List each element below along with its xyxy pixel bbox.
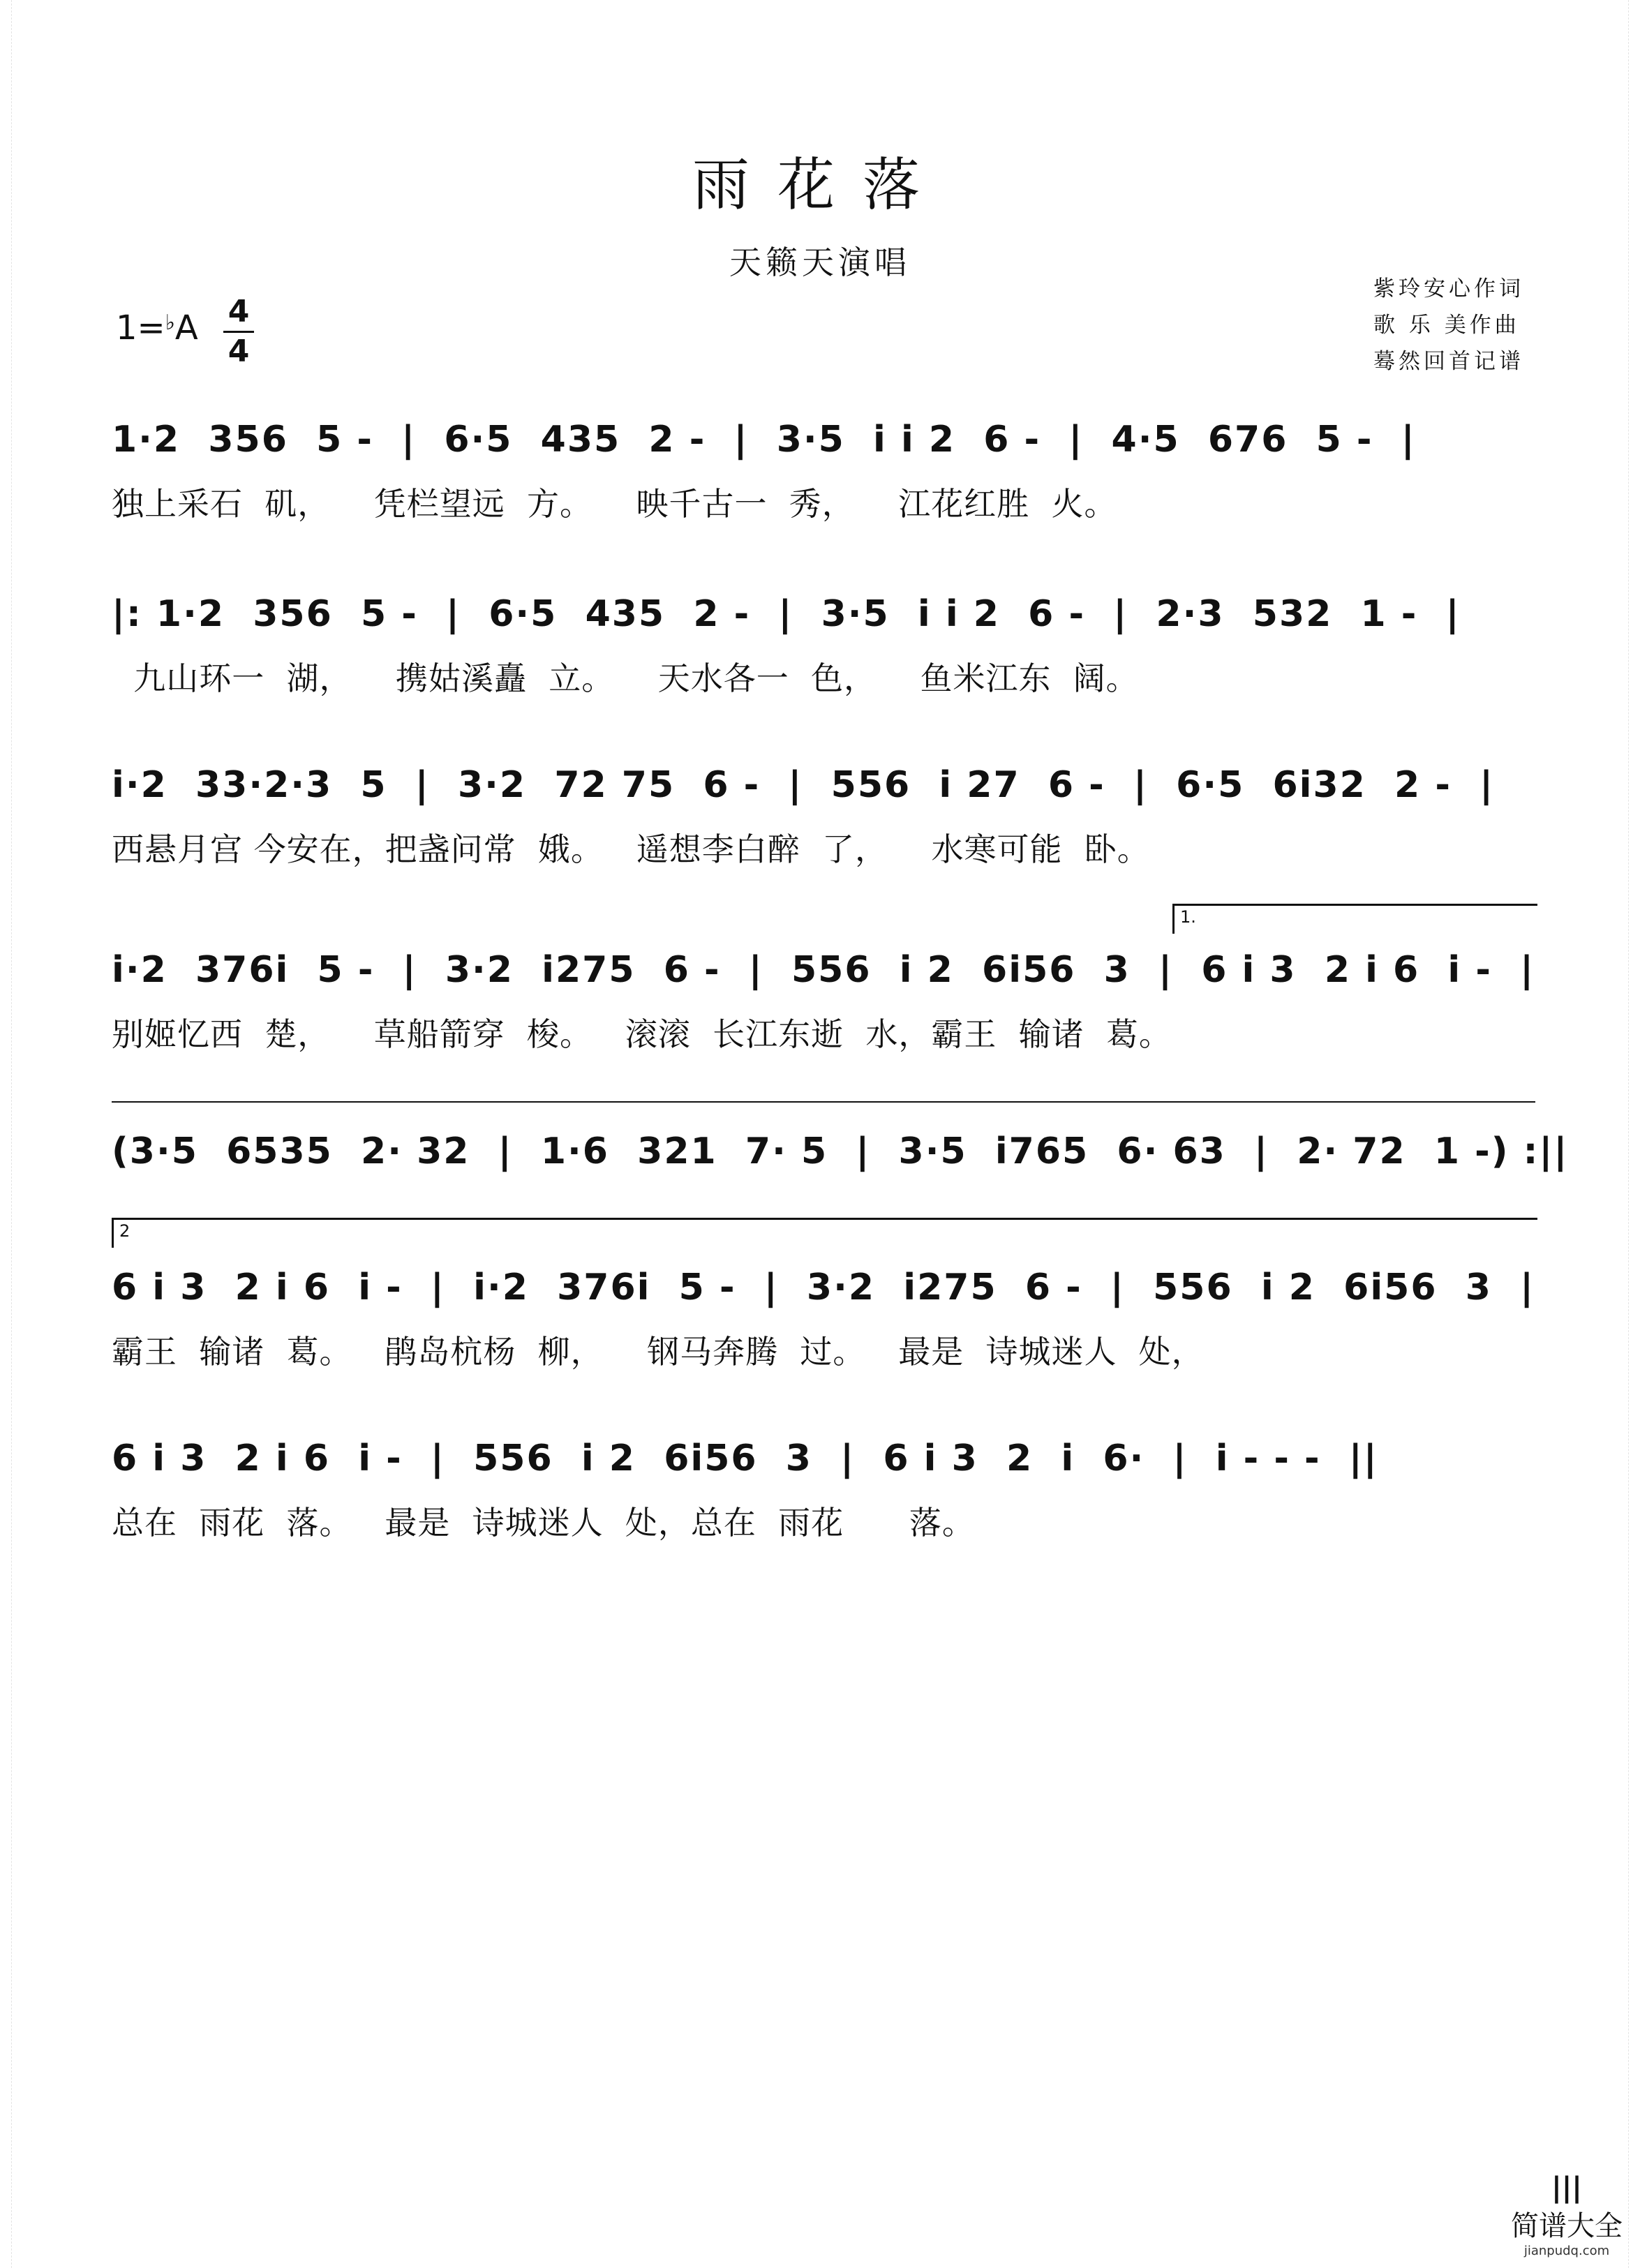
second-ending-bracket bbox=[112, 1218, 1537, 1248]
right-margin-strip bbox=[1628, 0, 1640, 2268]
time-signature bbox=[223, 293, 254, 371]
first-ending-label: 1. bbox=[1180, 907, 1196, 927]
notation-row: i·2 376i 5 - | 3·2 i275 6 - | 556 i 2 6i56 3 | 6 i 3 2 i 6 i - | bbox=[112, 949, 1535, 991]
interlude-line bbox=[112, 1131, 1569, 1172]
site-watermark bbox=[1507, 2172, 1626, 2258]
watermark-url: jianpudq.com bbox=[1523, 2244, 1610, 2258]
notation-row: i·2 33·2·3 5 | 3·2 72 75 6 - | 556 i 27 6 - | 6·5 6i32 2 - | bbox=[112, 764, 1495, 806]
interlude-rule bbox=[112, 1101, 1535, 1103]
score-line-2 bbox=[112, 593, 1535, 699]
watermark-name: 简谱大全 bbox=[1511, 2210, 1623, 2242]
score-line-6 bbox=[112, 1267, 1535, 1373]
first-ending-bracket bbox=[1172, 904, 1537, 934]
score-line-7 bbox=[112, 1438, 1535, 1544]
notation-row: 6 i 3 2 i 6 i - | i·2 376i 5 - | 3·2 i275 6 - | 556 i 2 6i56 3 | bbox=[112, 1267, 1535, 1308]
score-line-1 bbox=[112, 419, 1535, 525]
flat-sign: ♭ bbox=[165, 311, 175, 335]
score-line-3 bbox=[112, 764, 1535, 870]
notation-row: 6 i 3 2 i 6 i - | 556 i 2 6i56 3 | 6 i 3 2 i 6· | i - - - || bbox=[112, 1438, 1378, 1479]
left-margin-strip bbox=[0, 0, 12, 2268]
lyrics-row: 霸王 输诸 葛。 鹃岛杭杨 柳， 钢马奔腾 过。 最是 诗城迷人 处， bbox=[112, 1333, 1205, 1371]
score-line-4 bbox=[112, 949, 1535, 1055]
transcriber-credit: 蓦然回首记谱 bbox=[1373, 349, 1524, 374]
lyrics-row: 九山环一 湖， 携姑溪矗 立。 天水各一 色， 鱼米江东 阔。 bbox=[112, 659, 1139, 697]
song-title: 雨花落 bbox=[692, 152, 948, 218]
piano-keys-icon: ||| bbox=[1551, 2172, 1582, 2204]
credits-block bbox=[1373, 271, 1524, 380]
time-signature-bottom: 4 bbox=[228, 334, 250, 369]
time-signature-top: 4 bbox=[223, 293, 254, 333]
performer-line: 天籁天演唱 bbox=[729, 244, 911, 281]
lyrics-row: 别姬忆西 楚， 草船箭穿 梭。 滚滚 长江东逝 水，霸王 输诸 葛。 bbox=[112, 1015, 1172, 1053]
second-ending-label: 2 bbox=[119, 1221, 131, 1241]
lyrics-row: 西悬月宫 今安在，把盏问常 娥。 遥想李白醉 了， 水寒可能 卧。 bbox=[112, 830, 1150, 868]
key-prefix: 1= bbox=[116, 308, 165, 348]
key-signature bbox=[116, 308, 198, 348]
notation-row: 1·2 356 5 - | 6·5 435 2 - | 3·5 i i 2 6 - | 4·5 676 5 - | bbox=[112, 419, 1416, 461]
notation-row: |: 1·2 356 5 - | 6·5 435 2 - | 3·5 i i 2 6 - | 2·3 532 1 - | bbox=[112, 593, 1461, 635]
composer-credit: 歌 乐 美作曲 bbox=[1373, 313, 1520, 338]
notation-row: (3·5 6535 2· 32 | 1·6 321 7· 5 | 3·5 i765 6· 63 | 2· 72 1 -) :|| bbox=[112, 1131, 1569, 1172]
lyrics-row: 总在 雨花 落。 最是 诗城迷人 处，总在 雨花 落。 bbox=[112, 1504, 975, 1542]
lyrics-row: 独上采石 矶， 凭栏望远 方。 映千古一 秀， 江花红胜 火。 bbox=[112, 485, 1117, 523]
key-note: A bbox=[174, 308, 198, 348]
lyricist-credit: 紫玲安心作词 bbox=[1373, 276, 1524, 301]
